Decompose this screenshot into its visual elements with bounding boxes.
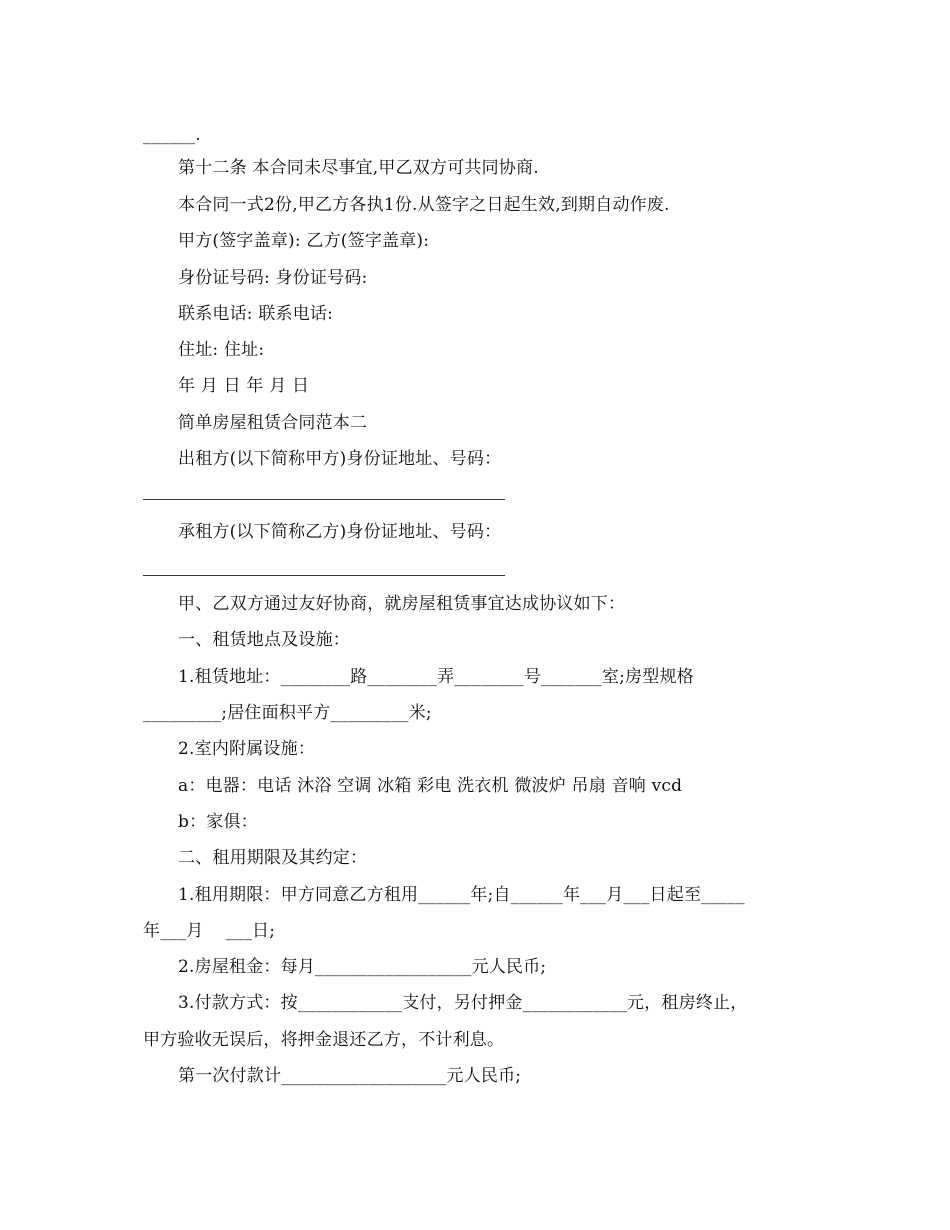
text-line: 二、租用期限及其约定：: [178, 848, 368, 868]
text-line: 2.室内附属设施：: [178, 739, 316, 759]
text-line: 年___月 ___日;: [143, 921, 276, 941]
text-line: _________;居住面积平方_________米;: [143, 703, 432, 723]
text-line: 住址: 住址:: [178, 340, 265, 360]
text-line: 出租方(以下简称甲方)身份证地址、号码：: [178, 449, 502, 469]
text-line: 第十二条 本合同未尽事宜,甲乙双方可共同协商.: [178, 158, 539, 178]
text-line: 联系电话: 联系电话:: [178, 304, 334, 324]
text-line: 身份证号码: 身份证号码:: [178, 268, 368, 288]
text-line: 一、租赁地点及设施：: [178, 630, 350, 650]
text-line: 1.租用期限：甲方同意乙方租用______年;自______年___月___日起至_____: [178, 885, 745, 905]
text-line: 3.付款方式：按____________支付，另付押金____________元，租房终止，: [178, 993, 748, 1013]
text-line: 第一次付款计___________________元人民币;: [178, 1066, 522, 1086]
text-line: 甲方(签字盖章): 乙方(签字盖章):: [178, 231, 430, 251]
blank-rule: [143, 575, 505, 576]
text-line: b：家俱：: [178, 812, 258, 832]
text-line: ______.: [143, 125, 201, 145]
text-line: 2.房屋租金：每月__________________元人民币;: [178, 957, 547, 977]
text-line: a：电器：电话 沐浴 空调 冰箱 彩电 洗衣机 微波炉 吊扇 音响 vcd: [178, 776, 683, 796]
text-line: 承租方(以下简称乙方)身份证地址、号码：: [178, 522, 502, 542]
text-line: 甲方验收无误后，将押金退还乙方，不计利息。: [143, 1030, 505, 1050]
text-line: 本合同一式2份,甲乙方各执1份.从签字之日起生效,到期自动作废.: [178, 195, 670, 215]
section-heading: 简单房屋租赁合同范本二: [178, 413, 368, 433]
text-line: 甲、乙双方通过友好协商，就房屋租赁事宜达成协议如下：: [178, 594, 626, 614]
text-line: 年 月 日 年 月 日: [178, 376, 310, 396]
text-line: 1.租赁地址：________路________弄________号_______室;房型规格: [178, 667, 694, 687]
blank-rule: [143, 499, 505, 500]
